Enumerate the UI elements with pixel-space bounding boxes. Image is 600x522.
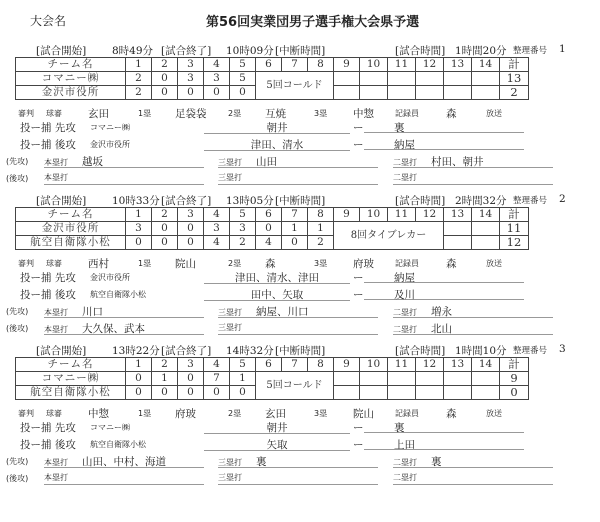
triple-row bbox=[218, 454, 378, 468]
team-name: コマニー㈱ bbox=[16, 372, 126, 386]
total-column-header: 計 bbox=[500, 358, 529, 372]
pitchers-field: 矢取 bbox=[204, 437, 350, 451]
catchers-field: 納屋 bbox=[364, 137, 524, 150]
broadcast-label: 放送 bbox=[486, 109, 502, 118]
inning-score bbox=[334, 372, 360, 386]
team-column-header: チーム名 bbox=[16, 358, 126, 372]
inning-score: 0 bbox=[152, 236, 178, 250]
home-run-row bbox=[44, 321, 204, 335]
pitchers-field: 津田、清水 bbox=[204, 137, 350, 151]
second-base-umpire: 互焼 bbox=[265, 108, 286, 120]
inning-score bbox=[416, 372, 444, 386]
first-base-label: 1塁 bbox=[138, 259, 152, 268]
inning-score: 3 bbox=[230, 222, 256, 236]
inning-header: 8 bbox=[308, 58, 334, 72]
end-time: 14時32分 bbox=[226, 345, 274, 357]
inning-score: 0 bbox=[204, 86, 230, 100]
inning-score: 5 bbox=[230, 72, 256, 86]
recorder-label: 記録員 bbox=[395, 409, 419, 418]
inning-header: 7 bbox=[282, 208, 308, 222]
double-label: 二塁打 bbox=[393, 325, 417, 334]
double-row bbox=[393, 454, 553, 468]
battery-team: 航空自衛隊小松 bbox=[90, 440, 146, 449]
inning-header: 1 bbox=[126, 208, 152, 222]
inning-header: 6 bbox=[256, 58, 282, 72]
double-row bbox=[393, 304, 553, 318]
inning-header: 8 bbox=[308, 358, 334, 372]
end-label: [試合終了] bbox=[161, 345, 212, 357]
team-column-header: チーム名 bbox=[16, 208, 126, 222]
inning-score bbox=[360, 372, 388, 386]
inning-header: 3 bbox=[178, 208, 204, 222]
inning-score bbox=[360, 86, 388, 100]
battery-label: 投ー捕 先攻 bbox=[20, 122, 76, 134]
home-run-label: 本塁打 bbox=[44, 173, 68, 182]
home-run-row bbox=[44, 154, 204, 168]
inning-score bbox=[472, 372, 500, 386]
game-time-row bbox=[0, 193, 600, 207]
pitchers-field: 朝井 bbox=[204, 420, 350, 434]
catchers-field: 裏 bbox=[364, 420, 524, 433]
inning-score: 0 bbox=[282, 236, 308, 250]
double-label: 二塁打 bbox=[393, 173, 417, 182]
first-base-umpire: 院山 bbox=[175, 258, 196, 270]
team-score-row bbox=[16, 72, 529, 86]
third-base-umpire: 院山 bbox=[353, 408, 374, 420]
inning-score: 3 bbox=[204, 222, 230, 236]
inning-header: 6 bbox=[256, 208, 282, 222]
end-time: 13時05分 bbox=[226, 195, 274, 207]
inning-score bbox=[444, 86, 472, 100]
double-players: 増永 bbox=[431, 306, 452, 318]
team-score-row bbox=[16, 236, 529, 250]
team-name: 金沢市役所 bbox=[16, 86, 126, 100]
home-run-players: 大久保、武本 bbox=[82, 323, 145, 335]
catchers-field: 裏 bbox=[364, 120, 524, 133]
triple-players: 裏 bbox=[256, 456, 267, 468]
home-run-row bbox=[44, 304, 204, 318]
catchers-field: 及川 bbox=[364, 287, 524, 300]
inning-score: 0 bbox=[126, 386, 152, 400]
side-label: (先攻) bbox=[6, 307, 29, 316]
triple-label: 三塁打 bbox=[218, 308, 242, 317]
inning-score: 3 bbox=[126, 222, 152, 236]
inning-score bbox=[388, 372, 416, 386]
inning-score: 0 bbox=[152, 222, 178, 236]
game-time-row bbox=[0, 43, 600, 57]
team-total: 9 bbox=[500, 372, 529, 386]
inning-score bbox=[334, 386, 360, 400]
duration-value: 2時間32分 bbox=[455, 195, 507, 207]
triple-row bbox=[218, 304, 378, 318]
third-base-label: 3塁 bbox=[314, 259, 328, 268]
inning-score bbox=[472, 86, 500, 100]
inning-score: 2 bbox=[126, 86, 152, 100]
inning-score: 1 bbox=[282, 222, 308, 236]
catchers-field: 上田 bbox=[364, 437, 524, 450]
team-column-header: チーム名 bbox=[16, 58, 126, 72]
duration-label: [試合時間] bbox=[395, 195, 446, 207]
side-label: (先攻) bbox=[6, 457, 29, 466]
game-time-row bbox=[0, 343, 600, 357]
triple-row bbox=[218, 321, 378, 335]
side-label: (後攻) bbox=[6, 324, 29, 333]
triple-row bbox=[218, 154, 378, 168]
pitchers-field: 朝井 bbox=[204, 120, 350, 134]
battery-dash: ー bbox=[353, 422, 364, 434]
inning-score bbox=[388, 386, 416, 400]
battery-label: 投ー捕 後攻 bbox=[20, 139, 76, 151]
start-label: [試合開始] bbox=[36, 345, 87, 357]
inning-score bbox=[472, 236, 500, 250]
first-base-label: 1塁 bbox=[138, 409, 152, 418]
inning-score: 2 bbox=[308, 236, 334, 250]
inning-header: 7 bbox=[282, 358, 308, 372]
team-total: 12 bbox=[500, 236, 529, 250]
inning-score: 1 bbox=[230, 372, 256, 386]
inning-score: 3 bbox=[204, 72, 230, 86]
battery-dash: ー bbox=[353, 139, 364, 151]
inning-header: 4 bbox=[204, 58, 230, 72]
inning-score bbox=[416, 86, 444, 100]
battery-team: コマニー㈱ bbox=[90, 423, 130, 432]
inning-header: 6 bbox=[256, 358, 282, 372]
inning-score: 1 bbox=[308, 222, 334, 236]
double-label: 二塁打 bbox=[393, 308, 417, 317]
battery-label: 投ー捕 先攻 bbox=[20, 422, 76, 434]
inning-header: 14 bbox=[472, 358, 500, 372]
inning-header: 11 bbox=[388, 358, 416, 372]
battery-dash: ー bbox=[353, 289, 364, 301]
team-name: 航空自衛隊小松 bbox=[16, 386, 126, 400]
triple-row bbox=[218, 171, 378, 185]
duration-label: [試合時間] bbox=[395, 45, 446, 57]
inning-score: 0 bbox=[256, 222, 282, 236]
suspend-label: [中断時間] bbox=[275, 345, 326, 357]
end-label: [試合終了] bbox=[161, 45, 212, 57]
second-base-label: 2塁 bbox=[228, 409, 242, 418]
inning-score bbox=[472, 222, 500, 236]
inning-header: 3 bbox=[178, 358, 204, 372]
home-run-label: 本塁打 bbox=[44, 458, 68, 467]
team-name: コマニー㈱ bbox=[16, 72, 126, 86]
triple-row bbox=[218, 471, 378, 485]
team-score-row bbox=[16, 372, 529, 386]
third-base-label: 3塁 bbox=[314, 109, 328, 118]
side-label: (先攻) bbox=[6, 157, 29, 166]
score-header-row bbox=[16, 208, 529, 222]
plate-umpire: 西村 bbox=[88, 258, 109, 270]
inning-score: 0 bbox=[152, 86, 178, 100]
inning-header: 14 bbox=[472, 208, 500, 222]
inning-header: 5 bbox=[230, 58, 256, 72]
inning-header: 7 bbox=[282, 58, 308, 72]
home-run-label: 本塁打 bbox=[44, 325, 68, 334]
start-time: 13時22分 bbox=[112, 345, 160, 357]
inning-header: 13 bbox=[444, 358, 472, 372]
home-run-label: 本塁打 bbox=[44, 473, 68, 482]
inning-score bbox=[360, 386, 388, 400]
serial-number: 2 bbox=[559, 193, 566, 205]
team-total: 0 bbox=[500, 386, 529, 400]
inning-header: 10 bbox=[360, 58, 388, 72]
inning-header: 11 bbox=[388, 58, 416, 72]
battery-team: 金沢市役所 bbox=[90, 140, 130, 149]
end-label: [試合終了] bbox=[161, 195, 212, 207]
battery-label: 投ー捕 後攻 bbox=[20, 439, 76, 451]
double-players: 北山 bbox=[431, 323, 452, 335]
battery-team: コマニー㈱ bbox=[90, 123, 130, 132]
duration-value: 1時間10分 bbox=[455, 345, 507, 357]
game-note: 5回コールド bbox=[256, 72, 334, 100]
inning-header: 5 bbox=[230, 358, 256, 372]
inning-header: 9 bbox=[334, 358, 360, 372]
serial-label: 整理番号 bbox=[513, 196, 548, 206]
tournament-label: 大会名 bbox=[30, 14, 67, 28]
inning-score: 0 bbox=[178, 236, 204, 250]
inning-header: 8 bbox=[308, 208, 334, 222]
inning-score bbox=[472, 386, 500, 400]
score-header-row bbox=[16, 58, 529, 72]
score-table bbox=[15, 357, 529, 400]
score-table bbox=[15, 57, 529, 100]
second-base-umpire: 玄田 bbox=[265, 408, 286, 420]
inning-score: 2 bbox=[230, 236, 256, 250]
inning-score bbox=[416, 386, 444, 400]
plate-umpire-label: 球審 bbox=[46, 259, 62, 268]
double-players: 裏 bbox=[431, 456, 442, 468]
double-label: 二塁打 bbox=[393, 473, 417, 482]
home-run-players: 山田、中村、海道 bbox=[82, 456, 166, 468]
game-note: 8回タイブレカー bbox=[334, 222, 444, 250]
inning-score bbox=[444, 72, 472, 86]
inning-score: 0 bbox=[230, 386, 256, 400]
page-title: 第56回実業団男子選手権大会県予選 bbox=[206, 15, 420, 30]
inning-score: 2 bbox=[126, 72, 152, 86]
inning-score bbox=[416, 72, 444, 86]
inning-score: 3 bbox=[178, 72, 204, 86]
catchers-field: 納屋 bbox=[364, 270, 524, 283]
home-run-row bbox=[44, 454, 204, 468]
inning-score: 4 bbox=[256, 236, 282, 250]
home-run-players: 越坂 bbox=[82, 156, 103, 168]
inning-score bbox=[360, 72, 388, 86]
inning-score: 0 bbox=[178, 372, 204, 386]
third-base-umpire: 府玻 bbox=[353, 258, 374, 270]
battery-label: 投ー捕 後攻 bbox=[20, 289, 76, 301]
inning-score: 0 bbox=[126, 372, 152, 386]
inning-score bbox=[444, 236, 472, 250]
inning-score: 1 bbox=[152, 372, 178, 386]
team-score-row bbox=[16, 222, 529, 236]
inning-score: 0 bbox=[178, 222, 204, 236]
battery-dash: ー bbox=[353, 122, 364, 134]
end-time: 10時09分 bbox=[226, 45, 274, 57]
total-column-header: 計 bbox=[500, 58, 529, 72]
plate-umpire-label: 球審 bbox=[46, 109, 62, 118]
team-total: 11 bbox=[500, 222, 529, 236]
duration-label: [試合時間] bbox=[395, 345, 446, 357]
inning-score bbox=[334, 86, 360, 100]
home-run-row bbox=[44, 171, 204, 185]
inning-header: 11 bbox=[388, 208, 416, 222]
inning-score: 0 bbox=[152, 72, 178, 86]
inning-header: 5 bbox=[230, 208, 256, 222]
triple-label: 三塁打 bbox=[218, 173, 242, 182]
recorder-name: 森 bbox=[446, 408, 457, 420]
recorder-name: 森 bbox=[446, 108, 457, 120]
inning-header: 9 bbox=[334, 58, 360, 72]
first-base-umpire: 府玻 bbox=[175, 408, 196, 420]
inning-header: 13 bbox=[444, 208, 472, 222]
inning-header: 12 bbox=[416, 58, 444, 72]
inning-header: 4 bbox=[204, 208, 230, 222]
total-column-header: 計 bbox=[500, 208, 529, 222]
second-base-label: 2塁 bbox=[228, 109, 242, 118]
inning-score bbox=[472, 72, 500, 86]
triple-players: 納屋、川口 bbox=[256, 306, 309, 318]
battery-label: 投ー捕 先攻 bbox=[20, 272, 76, 284]
side-label: (後攻) bbox=[6, 474, 29, 483]
triple-label: 三塁打 bbox=[218, 323, 242, 332]
recorder-label: 記録員 bbox=[395, 109, 419, 118]
plate-umpire: 玄田 bbox=[88, 108, 109, 120]
serial-label: 整理番号 bbox=[513, 346, 548, 356]
double-row bbox=[393, 154, 553, 168]
inning-score: 4 bbox=[204, 236, 230, 250]
team-name: 金沢市役所 bbox=[16, 222, 126, 236]
inning-header: 13 bbox=[444, 58, 472, 72]
double-label: 二塁打 bbox=[393, 458, 417, 467]
suspend-label: [中断時間] bbox=[275, 195, 326, 207]
inning-header: 1 bbox=[126, 58, 152, 72]
start-time: 8時49分 bbox=[112, 45, 154, 57]
inning-score: 7 bbox=[204, 372, 230, 386]
inning-header: 3 bbox=[178, 58, 204, 72]
inning-header: 10 bbox=[360, 358, 388, 372]
home-run-row bbox=[44, 471, 204, 485]
inning-score bbox=[388, 86, 416, 100]
suspend-label: [中断時間] bbox=[275, 45, 326, 57]
serial-number: 1 bbox=[559, 43, 566, 55]
recorder-name: 森 bbox=[446, 258, 457, 270]
inning-score bbox=[444, 222, 472, 236]
game-note: 5回コールド bbox=[256, 372, 334, 400]
inning-header: 1 bbox=[126, 358, 152, 372]
recorder-label: 記録員 bbox=[395, 259, 419, 268]
triple-label: 三塁打 bbox=[218, 458, 242, 467]
battery-dash: ー bbox=[353, 272, 364, 284]
home-run-label: 本塁打 bbox=[44, 308, 68, 317]
pitchers-field: 津田、清水、津田 bbox=[204, 270, 350, 284]
inning-score bbox=[388, 72, 416, 86]
double-label: 二塁打 bbox=[393, 158, 417, 167]
double-row bbox=[393, 171, 553, 185]
inning-score: 0 bbox=[230, 86, 256, 100]
second-base-label: 2塁 bbox=[228, 259, 242, 268]
inning-header: 2 bbox=[152, 358, 178, 372]
broadcast-label: 放送 bbox=[486, 409, 502, 418]
serial-number: 3 bbox=[559, 343, 566, 355]
triple-label: 三塁打 bbox=[218, 158, 242, 167]
battery-team: 金沢市役所 bbox=[90, 273, 130, 282]
side-label: (後攻) bbox=[6, 174, 29, 183]
plate-umpire: 中惣 bbox=[88, 408, 109, 420]
triple-label: 三塁打 bbox=[218, 473, 242, 482]
inning-header: 2 bbox=[152, 208, 178, 222]
double-players: 村田、朝井 bbox=[431, 156, 484, 168]
start-label: [試合開始] bbox=[36, 195, 87, 207]
battery-team: 航空自衛隊小松 bbox=[90, 290, 146, 299]
inning-score bbox=[444, 372, 472, 386]
inning-header: 14 bbox=[472, 58, 500, 72]
inning-header: 4 bbox=[204, 358, 230, 372]
inning-score: 0 bbox=[178, 86, 204, 100]
third-base-label: 3塁 bbox=[314, 409, 328, 418]
pitchers-field: 田中、矢取 bbox=[204, 287, 350, 301]
double-row bbox=[393, 471, 553, 485]
start-label: [試合開始] bbox=[36, 45, 87, 57]
inning-score: 0 bbox=[126, 236, 152, 250]
umpire-label: 審判 bbox=[18, 259, 34, 268]
double-row bbox=[393, 321, 553, 335]
inning-header: 2 bbox=[152, 58, 178, 72]
team-total: 2 bbox=[500, 86, 529, 100]
serial-label: 整理番号 bbox=[513, 46, 548, 56]
first-base-label: 1塁 bbox=[138, 109, 152, 118]
inning-score bbox=[334, 72, 360, 86]
inning-score: 0 bbox=[152, 386, 178, 400]
team-total: 13 bbox=[500, 72, 529, 86]
home-run-players: 川口 bbox=[82, 306, 103, 318]
inning-header: 12 bbox=[416, 208, 444, 222]
inning-score: 0 bbox=[178, 386, 204, 400]
umpire-label: 審判 bbox=[18, 409, 34, 418]
home-run-label: 本塁打 bbox=[44, 158, 68, 167]
third-base-umpire: 中惣 bbox=[353, 108, 374, 120]
inning-score: 0 bbox=[204, 386, 230, 400]
inning-header: 9 bbox=[334, 208, 360, 222]
score-table bbox=[15, 207, 529, 250]
battery-dash: ー bbox=[353, 439, 364, 451]
umpire-label: 審判 bbox=[18, 109, 34, 118]
first-base-umpire: 足袋袋 bbox=[175, 108, 207, 120]
inning-score bbox=[444, 386, 472, 400]
team-name: 航空自衛隊小松 bbox=[16, 236, 126, 250]
broadcast-label: 放送 bbox=[486, 259, 502, 268]
start-time: 10時33分 bbox=[112, 195, 160, 207]
plate-umpire-label: 球審 bbox=[46, 409, 62, 418]
inning-header: 12 bbox=[416, 358, 444, 372]
second-base-umpire: 森 bbox=[265, 258, 276, 270]
score-header-row bbox=[16, 358, 529, 372]
inning-header: 10 bbox=[360, 208, 388, 222]
duration-value: 1時間20分 bbox=[455, 45, 507, 57]
triple-players: 山田 bbox=[256, 156, 277, 168]
